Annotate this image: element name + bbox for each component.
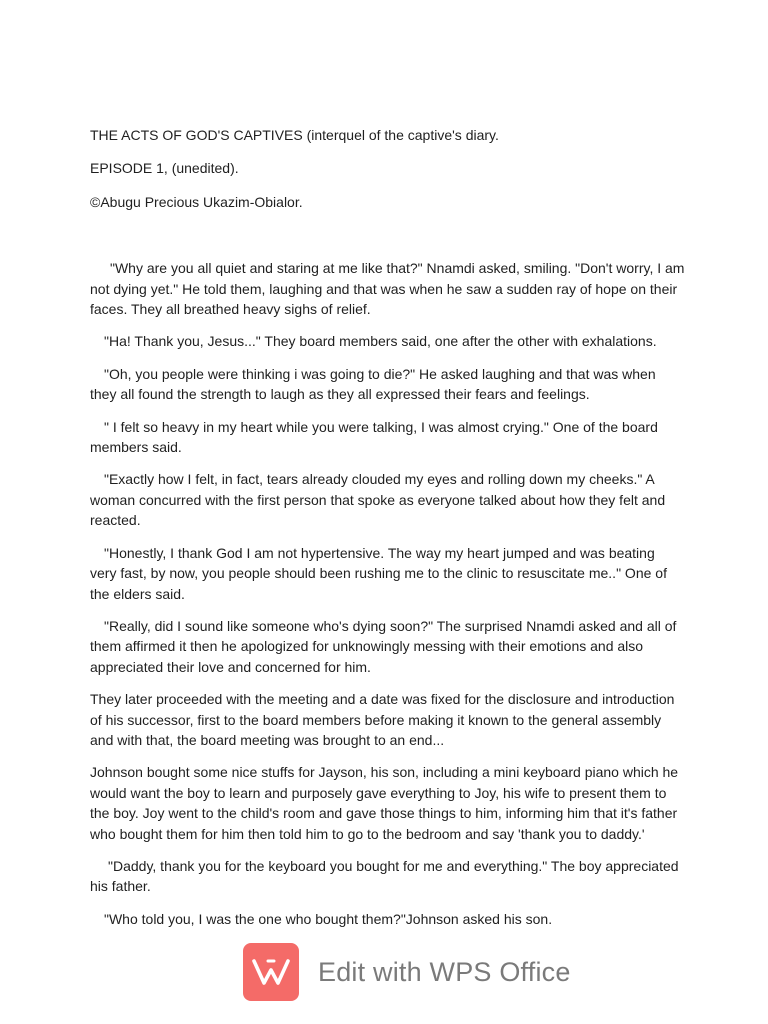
author-credit: ©Abugu Precious Ukazim-Obialor.	[90, 193, 303, 210]
paragraph-5: "Exactly how I felt, in fact, tears already clouded my eyes and rolling down my cheeks." A woman concurred with the first person that spoke as everyone talked about how they felt and reacted.	[90, 471, 666, 529]
paragraph-11: "Who told you, I was the one who bought them?"Johnson asked his son.	[104, 910, 553, 927]
episode-label: EPISODE 1, (unedited).	[90, 160, 239, 177]
paragraph-3: "Oh, you people were thinking i was going to die?" He asked laughing and that was when they all found the strength to laugh as they all expressed their fears and feelings.	[90, 365, 656, 403]
document-page	[90, 125, 685, 941]
paragraph-10: "Daddy, thank you for the keyboard you bought for me and everything." The boy appreciated his father.	[90, 857, 679, 895]
paragraph-8: They later proceeded with the meeting and a date was fixed for the disclosure and introduction of his successor, first to the board members before making it known to the general assembly and with that, the board meeting was brought to an end...	[90, 691, 675, 748]
wps-watermark[interactable]	[243, 943, 571, 1001]
section-spacer	[90, 225, 685, 258]
paragraph-7: "Really, did I sound like someone who's dying soon?" The surprised Nnamdi asked and all of them affirmed it then he apologized for unknowingly messing with their emotions and also appreciated their love and concerned for him.	[90, 617, 677, 675]
paragraph-9: Johnson bought some nice stuffs for Jayson, his son, including a mini keyboard piano which he would want the boy to learn and purposely gave everything to Joy, his wife to present them to the boy. Joy went to the child's room and gave those things to him, informing him that it's father who bought them for him then told him to go to the bedroom and say 'thank you to daddy.'	[90, 764, 679, 842]
paragraph-6: "Honestly, I thank God I am not hypertensive. The way my heart jumped and was beating very fast, by now, you people should been rushing me to the clinic to resuscitate me.." One of the elders said.	[90, 544, 667, 602]
paragraph-4: " I felt so heavy in my heart while you were talking, I was almost crying." One of the board members said.	[90, 418, 658, 456]
wps-logo-icon	[243, 943, 299, 1001]
document-title: THE ACTS OF GOD'S CAPTIVES (interquel of the captive's diary.	[90, 127, 499, 143]
paragraph-2: "Ha! Thank you, Jesus..." They board members said, one after the other with exhalations.	[104, 333, 657, 350]
paragraph-1: "Why are you all quiet and staring at me like that?" Nnamdi asked, smiling. "Don't worry, I am not dying yet." He told them, laughing and that was when he saw a sudden ray of hope on their faces. They all breathed heavy sighs of relief.	[90, 260, 685, 318]
wps-edit-label: Edit with WPS Office	[318, 956, 571, 987]
